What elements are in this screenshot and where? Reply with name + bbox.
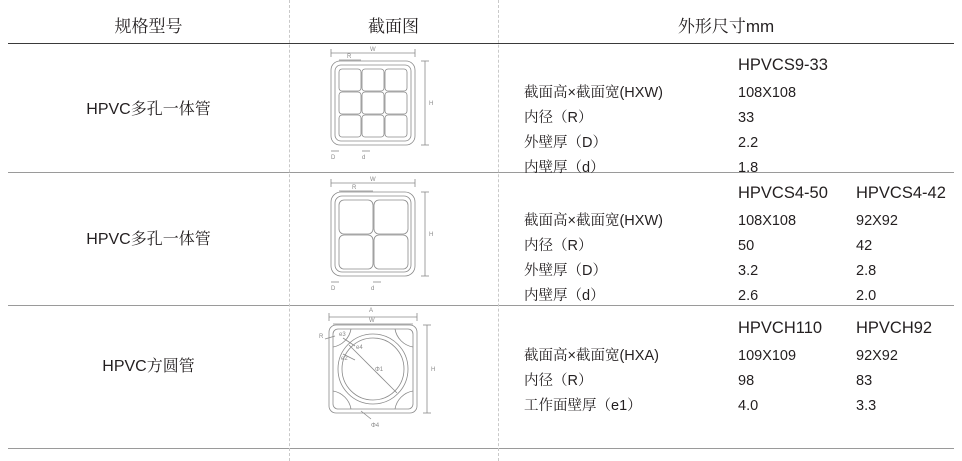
model-header-line [524,184,962,203]
spec-row [524,369,962,390]
svg-text:H: H [428,232,433,238]
svg-text:W: W [369,47,376,53]
spec-value: 3.2 [738,263,759,279]
model-header-line [524,319,962,338]
model-code: HPVCH110 [738,319,823,337]
spec-value: 42 [856,238,873,254]
spec-value: 108X108 [738,213,797,229]
spec-value: 1.8 [738,160,759,176]
spec-value: 2.8 [856,263,877,279]
svg-text:A: A [368,308,373,314]
row-drawing-cell [289,43,498,172]
spec-label: 内壁厚（d） [524,288,605,304]
svg-text:H: H [428,101,433,107]
spec-value: 2.6 [738,288,759,304]
spec-value: 98 [738,373,755,389]
spec-label: 内壁厚（d） [524,160,605,176]
svg-text:Φ4: Φ4 [370,423,379,429]
spec-row [524,131,856,152]
svg-text:H: H [430,367,435,373]
row-spec-cell [498,172,954,305]
spec-label: 外壁厚（D） [524,263,607,279]
svg-text:D: D [330,286,335,292]
spec-value: 50 [738,238,755,254]
table-header [0,0,962,43]
svg-text:Φ1: Φ1 [374,367,383,373]
spec-row [524,259,962,280]
row-drawing-cell [289,305,498,448]
svg-text:R: R [318,334,323,340]
svg-text:e4: e4 [355,345,363,351]
table-row [0,172,962,305]
model-code: HPVCH92 [856,319,933,337]
table-row [0,43,962,176]
model-code: HPVCS4-42 [856,184,946,202]
spec-row [524,106,856,127]
spec-label: 截面高×截面宽(HXA) [524,348,659,364]
spec-value: 4.0 [738,398,759,414]
svg-text:D: D [330,155,335,161]
spacer [524,319,738,338]
spec-value: 108X108 [738,85,797,101]
cross-section-9-hole-diagram [299,43,489,163]
spec-label: 内径（R） [524,110,593,126]
spec-row [524,284,962,305]
row-model-name: HPVC方圆管 [102,358,195,375]
spec-value: 2.0 [856,288,877,304]
spec-row [524,234,962,255]
spec-row [524,209,962,230]
header-cell-model: 规格型号 [114,17,183,36]
svg-text:d: d [361,155,365,161]
table-row [0,305,962,448]
svg-text:e3: e3 [338,332,346,338]
svg-text:W: W [368,318,375,324]
header-cell-dimensions: 外形尺寸mm [677,17,775,36]
model-code: HPVCS4-50 [738,184,828,202]
cross-section-square-round-diagram [299,305,489,439]
spec-value: 83 [856,373,873,389]
svg-text:e2: e2 [340,356,348,362]
spec-label: 内径（R） [524,238,593,254]
spec-row [524,81,856,102]
spacer [524,184,738,203]
svg-text:R: R [351,185,356,191]
row-drawing-cell [289,172,498,305]
spec-value: 3.3 [856,398,877,414]
row-model-name: HPVC多孔一体管 [86,231,211,248]
spec-label: 工作面壁厚（e1） [524,398,642,414]
spec-value: 92X92 [856,348,898,364]
spec-label: 内径（R） [524,373,593,389]
spec-row [524,344,962,365]
svg-text:d: d [370,286,374,292]
spec-value: 92X92 [856,213,898,229]
model-header-line [524,56,856,75]
svg-text:R: R [346,54,351,60]
header-cell-section: 截面图 [368,17,419,36]
spec-label: 截面高×截面宽(HXW) [524,213,663,229]
spec-value: 2.2 [738,135,759,151]
spacer [524,56,738,75]
svg-text:W: W [369,177,376,183]
rule-row3-bottom [8,448,954,449]
spec-label: 外壁厚（D） [524,135,607,151]
spec-value: 33 [738,110,755,126]
cross-section-4-hole-diagram [299,172,489,296]
spec-row [524,394,962,415]
row-model-name: HPVC多孔一体管 [86,101,211,118]
row-spec-cell [498,305,954,448]
model-code: HPVCS9-33 [738,56,828,74]
row-spec-cell [498,43,954,176]
spec-value: 109X109 [738,348,797,364]
spec-label: 截面高×截面宽(HXW) [524,85,663,101]
